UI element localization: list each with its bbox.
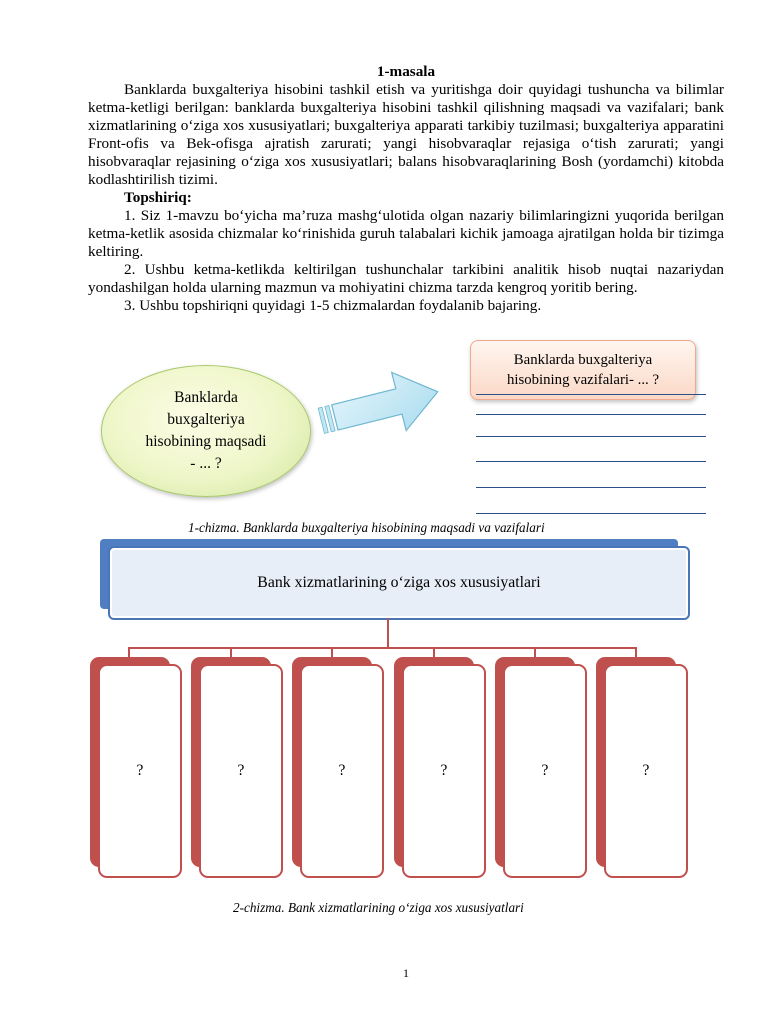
goal-ellipse [101, 365, 311, 497]
task-1: 1. Siz 1-mavzu bo‘yicha ma’ruza mashg‘ulotida olgan nazariy bilimlaringizni yuqorida berilgan ketma-ketlik asosida chizmalar ko‘rinishida guruh talabalari kichik jamoaga ajratilgan holda bir tizimga keltiring. [88, 207, 724, 260]
bank-features-header [108, 546, 690, 620]
tasks-text: Banklarda buxgalteriya hisobining vazifalari- ... ? [506, 352, 660, 388]
connector-horizontal [129, 647, 637, 649]
answer-line [476, 394, 706, 395]
goal-text: Banklarda buxgalteriya hisobining maqsadi - ... ? [145, 389, 267, 472]
task-heading: Topshiriq: [124, 189, 192, 206]
answer-line [476, 461, 706, 462]
problem-text [88, 81, 724, 315]
page-number: 1 [403, 966, 409, 980]
feature-box-1 [98, 664, 182, 878]
caption-1: 1-chizma. Banklarda buxgalteriya hisobining maqsadi va vazifalari [188, 520, 545, 535]
connector-drop [635, 647, 637, 657]
answer-line [476, 487, 706, 488]
feature-box-text: ? [541, 762, 549, 779]
bank-features-text: Bank xizmatlarining o‘ziga xos xususiyatlari [257, 574, 541, 591]
answer-line [476, 436, 706, 437]
connector-vertical [387, 618, 389, 648]
feature-box-5 [503, 664, 587, 878]
feature-box-6 [604, 664, 688, 878]
feature-box-text: ? [642, 762, 650, 779]
problem-title: 1-masala [376, 63, 436, 80]
feature-box-text: ? [440, 762, 448, 779]
feature-box-text: ? [237, 762, 245, 779]
feature-box-text: ? [136, 762, 144, 779]
answer-line [476, 513, 706, 514]
intro-paragraph: Banklarda buxgalteriya hisobini tashkil etish va yuritishga doir quyidagi tushuncha va bilimlar ketma-ketligi berilgan: banklarda buxgalteriya hisobini tashkil qilishning maqsadi va vazifalari; bank xizmatlarining o‘ziga xos xususiyatlari; buxgalteriya apparati tarkibiy tuzilmasi; buxgalteriya apparatini Front-ofis va Bek-ofisga ajratish zarurati; yangi hisobvaraqlar rejasiga o‘tish zarurati; yangi hisobvaraqlar rejasining o‘ziga xos xususiyatlari; balans hisobvaraqlarining Bosh (yordamchi) kitobda kodlashtirilish tizimi. [88, 81, 724, 188]
connector-drop [128, 647, 130, 657]
connector-drop [534, 647, 536, 657]
answer-line [476, 414, 706, 415]
connector-drop [331, 647, 333, 657]
feature-box-text: ? [338, 762, 346, 779]
tasks-box [470, 340, 696, 400]
connector-drop [433, 647, 435, 657]
task-2: 2. Ushbu ketma-ketlikda keltirilgan tushunchalar tarkibini analitik hisob nuqtai nazariydan yondashilgan holda ularning mazmun va mohiyatini chizma tarzda kengroq yoritib bering. [88, 261, 724, 296]
connector-drop [230, 647, 232, 657]
task-3: 3. Ushbu topshiriqni quyidagi 1-5 chizmalardan foydalanib bajaring. [124, 297, 542, 314]
caption-2: 2-chizma. Bank xizmatlarining o‘ziga xos xususiyatlari [233, 900, 524, 915]
arrow-right-icon [310, 350, 450, 450]
feature-box-3 [300, 664, 384, 878]
feature-box-2 [199, 664, 283, 878]
feature-box-4 [402, 664, 486, 878]
